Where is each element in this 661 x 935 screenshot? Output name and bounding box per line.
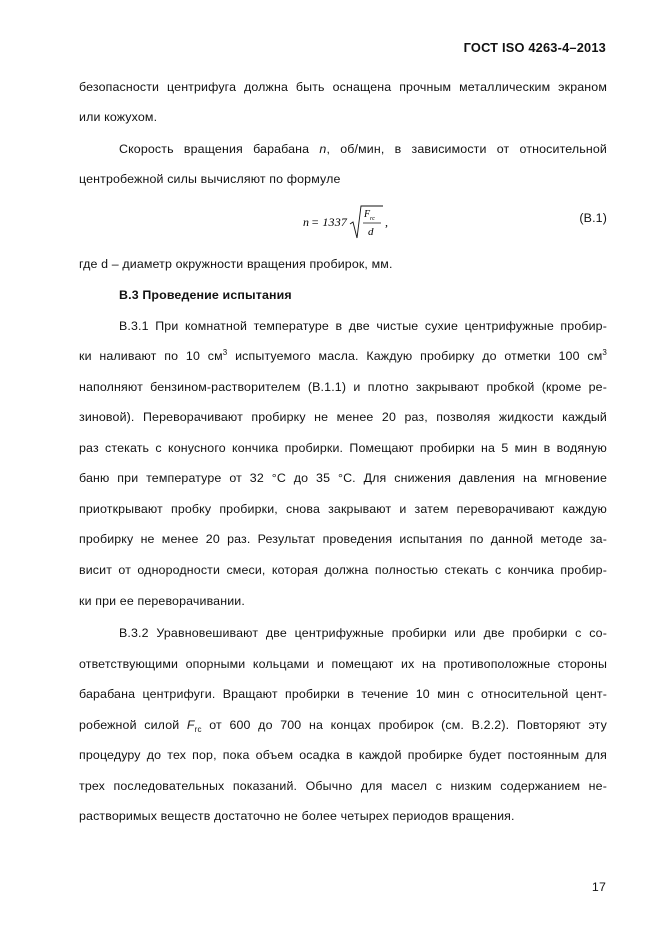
text-segment: испытуемого масла. Каждую пробирку до отметки 100 см (227, 349, 603, 363)
para2-line-4 (79, 716, 607, 734)
formula-numerator: F (364, 209, 371, 220)
text-line-2: или кожухом. (79, 110, 158, 124)
section-heading: В.3 Проведение испытания (119, 288, 292, 302)
formula-comma: , (385, 215, 389, 229)
text-segment: от 600 до 700 на концах пробирок (см. В.2.2). Повторяют эту (201, 718, 607, 732)
formula-numerator-sub: rc (370, 216, 376, 222)
text-segment: робежной силой (79, 718, 187, 732)
para2-line-6: трех последовательных показаний. Обычно для масел с низким содержанием не- (79, 779, 607, 793)
text-segment: ки наливают по 10 см (79, 349, 223, 363)
para2-line-2: ответствующими опорными кольцами и помещают их на противоположные стороны (79, 657, 607, 671)
para2-line-1: В.3.2 Уравновешивают две центрифужные пробирки или две пробирки с со- (119, 626, 607, 640)
text-segment: , об/мин, в зависимости от относительной (326, 142, 607, 156)
para1-line-6: баню при температуре от 32 °С до 35 °С. Для снижения давления на мгновение (79, 471, 607, 485)
para1-line-10: ки при ее переворачивании. (79, 594, 245, 608)
formula-coefficient: = 1337 (311, 215, 347, 229)
page-number: 17 (591, 880, 606, 894)
variable-f: F (186, 718, 195, 732)
text-line-3 (119, 140, 607, 158)
para1-line-7: приоткрывают пробку пробирки, снова закрывают и затем переворачивают каждую (79, 502, 607, 516)
subscript: rc (194, 725, 202, 734)
formula-b1 (303, 204, 393, 244)
text-line-5: где d – диаметр окружности вращения пробирок, мм. (79, 257, 393, 271)
para2-line-7: растворимых веществ достаточно не более четырех периодов вращения. (79, 809, 515, 823)
text-line-4: центробежной силы вычисляют по формуле (79, 172, 341, 186)
para1-line-2 (79, 347, 607, 365)
para2-line-5: процедуру до тех пор, пока объем осадка в каждой пробирке будет постоянным для (79, 748, 607, 762)
equation-number: (В.1) (579, 211, 607, 225)
para1-line-5: раз стекать с конусного кончика пробирки. Помещают пробирки на 5 мин в водяную (79, 441, 607, 455)
para2-line-3: барабана центрифуги. Вращают пробирки в течение 10 мин с относительной цент- (79, 687, 607, 701)
para1-line-3: наполняют бензином-растворителем (В.1.1) и плотно закрывают пробкой (кроме ре- (79, 380, 607, 394)
para1-line-4: зиновой). Переворачивают пробирку не менее 20 раз, позволяя жидкости каждый (79, 410, 607, 424)
superscript: 3 (222, 348, 228, 357)
superscript: 3 (602, 348, 607, 357)
para1-line-1: В.3.1 При комнатной температуре в две чистые сухие центрифужные пробир- (119, 319, 607, 333)
variable-n: n (319, 142, 327, 156)
document-header: ГОСТ ISO 4263-4–2013 (463, 40, 606, 55)
formula-denominator: d (368, 226, 374, 238)
text-line-1: безопасности центрифуга должна быть оснащена прочным металлическим экраном (79, 80, 607, 94)
text-segment: Скорость вращения барабана (119, 142, 320, 156)
para1-line-9: висит от однородности смеси, которая должна полностью стекать с кончика пробир- (79, 563, 607, 577)
para1-line-8: пробирку не менее 20 раз. Результат проведения испытания по данной методе за- (79, 532, 607, 546)
formula-lhs: n (303, 215, 310, 229)
